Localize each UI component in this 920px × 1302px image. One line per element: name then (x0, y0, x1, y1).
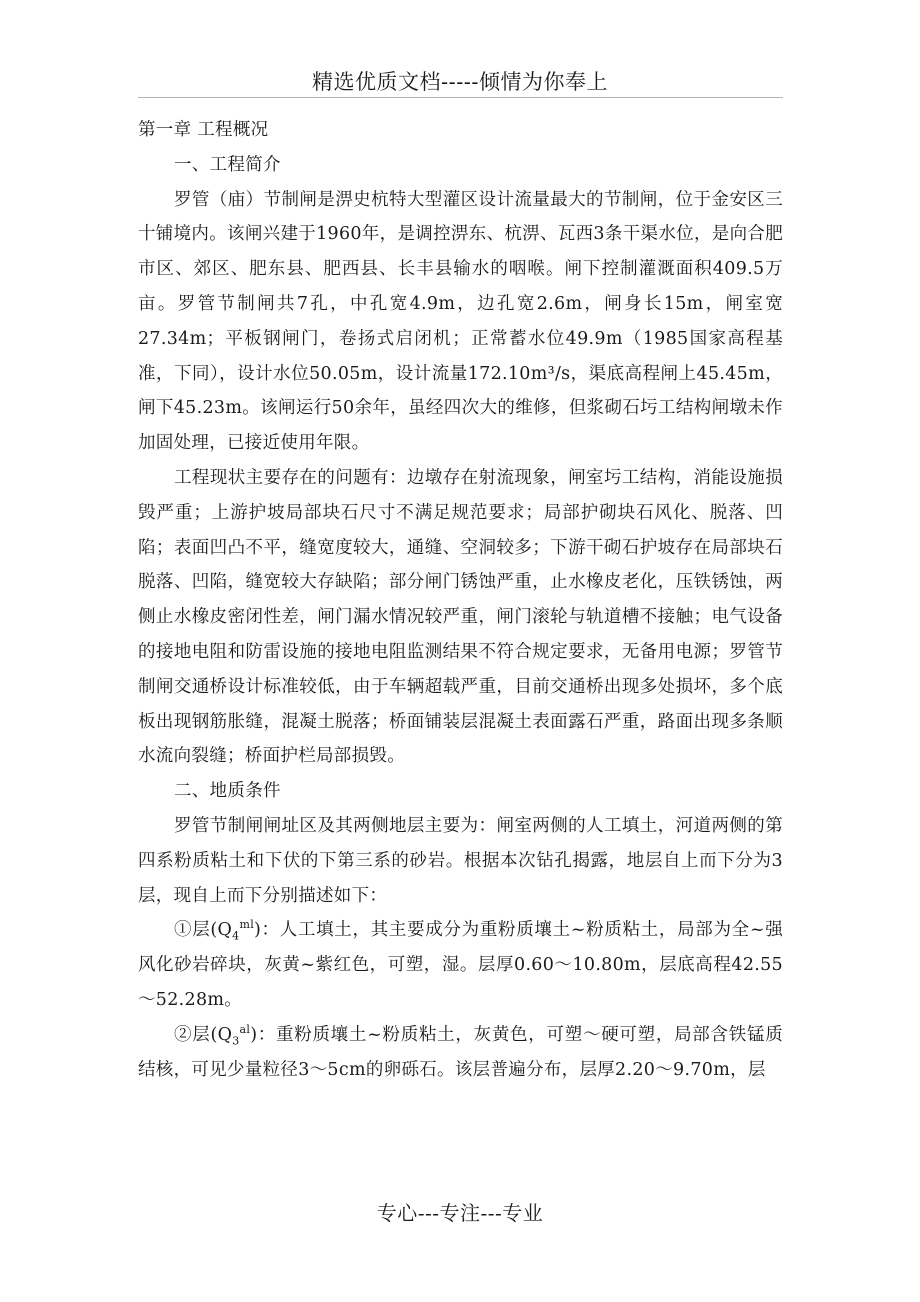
layer-2-superscript: al (239, 1022, 251, 1036)
paragraph-problems: 工程现状主要存在的问题有：边墩存在射流现象，闸室圬工结构，消能设施损毁严重；上游护坡局部块石尺寸不满足规范要求；局部护砌块石风化、脱落、凹陷；表面凹凸不平，缝宽度较大，通缝、空洞较多；下游干砌石护坡存在局部块石脱落、凹陷，缝宽较大存缺陷；部分闸门锈蚀严重，止水橡皮老化，压铁锈蚀，两侧止水橡皮密闭性差，闸门漏水情况较严重，闸门滚轮与轨道槽不接触；电气设备的接地电阻和防雷设施的接地电阻监测结果不符合规定要求，无备用电源；罗管节制闸交通桥设计标准较低，由于车辆超载严重，目前交通桥出现多处损坏，多个底板出现钢筋胀缝，混凝土脱落；桥面铺装层混凝土表面露石严重，路面出现多条顺水流向裂缝；桥面护栏局部损毁。 (138, 467, 783, 767)
layer-1-subscript: 4 (232, 929, 240, 943)
paragraph-overview: 罗管（庙）节制闸是淠史杭特大型灌区设计流量最大的节制闸，位于金安区三十铺境内。该闸兴建于1960年，是调控淠东、杭淠、瓦西3条干渠水位，是向合肥市区、郊区、肥东县、肥西县、长丰县输水的咽喉。闸下控制灌溉面积409.5万亩。罗管节制闸共7孔，中孔宽4.9m，边孔宽2.6m，闸身长15m，闸室宽27.34m；平板钢闸门，卷扬式启闭机；正常蓄水位49.9m（1985国家高程基准，下同），设计水位50.05m，设计流量172.10m³/s，渠底高程闸上45.45m，闸下45.23m。该闸运行50余年，虽经四次大的维修，但浆砌石圬工结构闸墩未作加固处理，已接近使用年限。 (138, 189, 783, 454)
paragraph-geology-intro: 罗管节制闸闸址区及其两侧地层主要为：闸室两侧的人工填土，河道两侧的第四系粉质粘土和下伏的下第三系的砂岩。根据本次钻孔揭露，地层自上而下分为3层，现自上而下分别描述如下： (138, 815, 783, 906)
section-heading-overview: 一、工程简介 (174, 154, 281, 175)
layer-2-text: )：重粉质壤土~粉质粘土，灰黄色，可塑～硬可塑，局部含铁锰质结核，可见少量粒径3～5cm的卵砾石。该层普遍分布，层厚2.20～9.70m，层 (138, 1024, 784, 1080)
layer-1-prefix: ①层(Q (174, 920, 233, 941)
layer-1-text: )：人工填土，其主要成分为重粉质壤土~粉质粘土，局部为全~强风化砂岩碎块，灰黄~紫红色，可塑，湿。层厚0.60～10.80m，层底高程42.55～52.28m。 (138, 920, 783, 1010)
layer-1-superscript: ml (239, 918, 255, 932)
section-heading-geology: 二、地质条件 (174, 781, 281, 802)
header-divider (138, 97, 783, 98)
paragraph-layer-1 (138, 913, 783, 1017)
document-body (138, 113, 783, 1087)
page-footer: 专心---专注---专业 (376, 1201, 544, 1225)
layer-2-subscript: 3 (232, 1034, 240, 1048)
layer-2-prefix: ②层(Q (174, 1024, 233, 1045)
paragraph-layer-2 (138, 1018, 783, 1088)
page-header: 精选优质文档-----倾情为你奉上 (312, 70, 608, 94)
chapter-title: 第一章 工程概况 (138, 120, 269, 140)
